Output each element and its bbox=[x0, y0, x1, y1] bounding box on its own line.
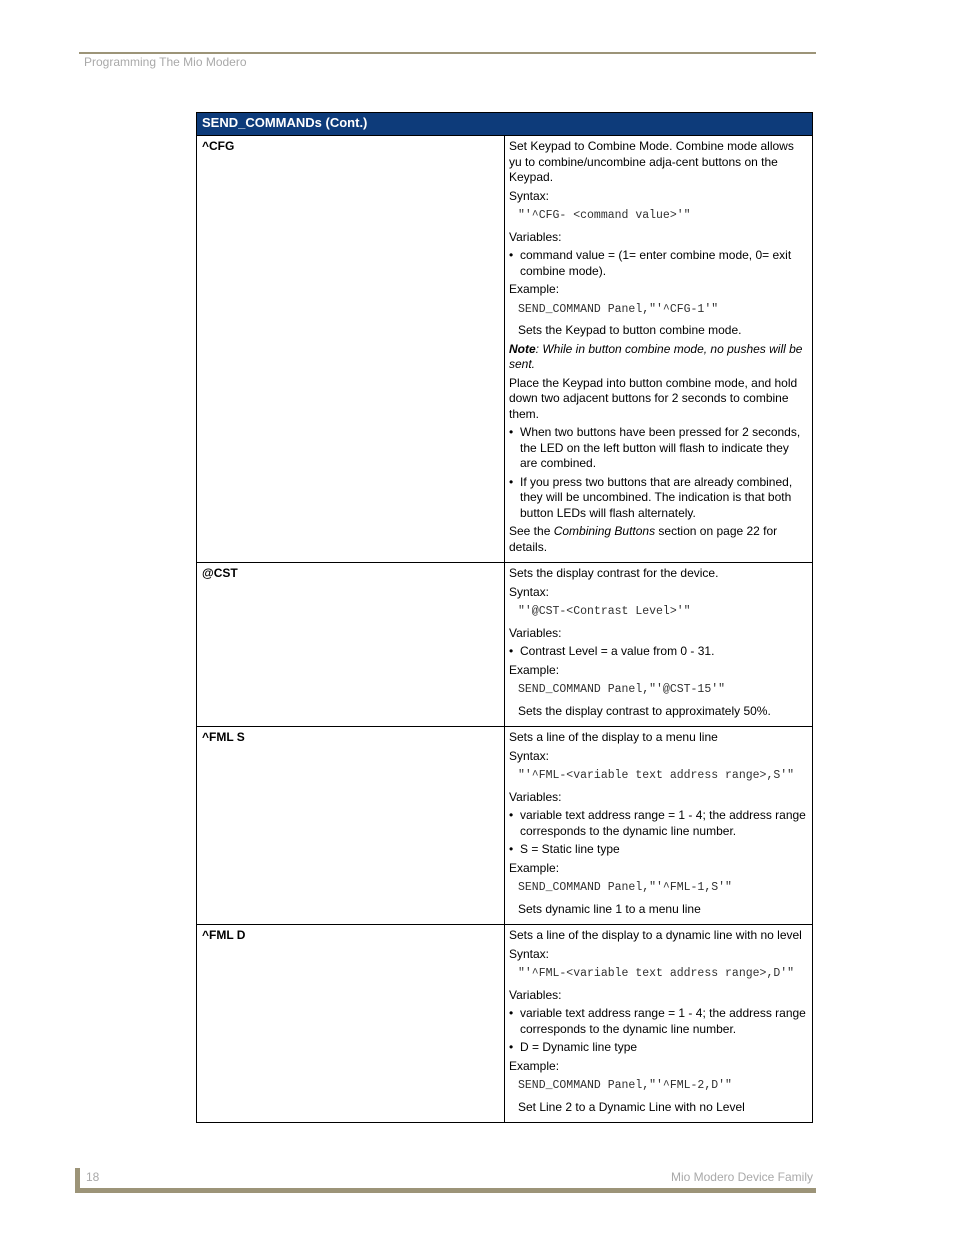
see-also-suffix: section on page 22 for details. bbox=[509, 524, 778, 554]
variable-item: • Contrast Level = a value from 0 - 31. bbox=[509, 644, 806, 660]
variable-item: • command value = (1= enter combine mode, 0= exit combine mode). bbox=[509, 248, 806, 279]
description-text: Sets a line of the display to a dynamic line with no level bbox=[509, 928, 802, 942]
table-row bbox=[197, 563, 813, 727]
example-description: Sets dynamic line 1 to a menu line bbox=[518, 901, 701, 916]
command-name: ^FML D bbox=[197, 925, 505, 1123]
instruction-paragraph: Place the Keypad into button combine mode, and hold down two adjacent buttons for 2 seconds to combine them. bbox=[509, 375, 798, 421]
see-also-prefix: See the bbox=[509, 524, 554, 538]
command-name: @CST bbox=[197, 563, 505, 727]
note-label: Note bbox=[509, 341, 536, 356]
example-label: Example: bbox=[509, 662, 560, 677]
variables-label: Variables: bbox=[509, 625, 562, 640]
example-code: SEND_COMMAND Panel,"'^FML-1,S'" bbox=[518, 881, 732, 894]
example-label: Example: bbox=[509, 860, 560, 875]
description-text: Sets the display contrast for the device. bbox=[509, 566, 719, 580]
table-row bbox=[197, 727, 813, 925]
table-title: SEND_COMMANDs (Cont.) bbox=[197, 113, 813, 136]
command-description bbox=[505, 563, 813, 727]
description-text: Set Keypad to Combine Mode. Combine mode allows yu to combine/uncombine adja-cent buttons on the Keypad. bbox=[509, 139, 794, 184]
syntax-label: Syntax: bbox=[509, 584, 550, 599]
example-label: Example: bbox=[509, 282, 560, 296]
table-title-row bbox=[197, 113, 813, 136]
note bbox=[509, 342, 806, 373]
instruction-bullet: • When two buttons have been pressed for 2 seconds, the LED on the left button will flash to indicate they are combined. bbox=[509, 425, 806, 472]
note-text: : While in button combine mode, no pushes will be sent. bbox=[509, 341, 803, 371]
send-commands-table bbox=[196, 112, 813, 1123]
instruction-bullet: • If you press two buttons that are already combined, they will be uncombined. The indication is that both button LEDs will flash alternately. bbox=[509, 475, 806, 522]
example-description: Sets the Keypad to button combine mode. bbox=[518, 323, 742, 337]
syntax-code: "'^FML-<variable text address range>,D'" bbox=[518, 967, 795, 980]
variable-item: • variable text address range = 1 - 4; the address range corresponds to the dynamic line number. bbox=[509, 808, 806, 839]
example-description: Sets the display contrast to approximately 50%. bbox=[518, 703, 771, 718]
syntax-label: Syntax: bbox=[509, 188, 550, 203]
header-rule bbox=[79, 52, 816, 54]
example-code: SEND_COMMAND Panel,"'^CFG-1'" bbox=[518, 302, 719, 316]
syntax-code: "'@CST-<Contrast Level>'" bbox=[518, 605, 691, 618]
table-row bbox=[197, 925, 813, 1123]
see-also-link-text: Combining Buttons bbox=[553, 524, 656, 538]
running-header: Programming The Mio Modero bbox=[84, 55, 247, 69]
command-description bbox=[505, 925, 813, 1123]
command-name: ^FML S bbox=[197, 727, 505, 925]
footer-rule bbox=[75, 1188, 816, 1193]
command-name: ^CFG bbox=[197, 136, 505, 563]
variables-label: Variables: bbox=[509, 789, 562, 804]
table-row bbox=[197, 136, 813, 563]
syntax-label: Syntax: bbox=[509, 748, 550, 763]
variables-label: Variables: bbox=[509, 987, 562, 1002]
description-text: Sets a line of the display to a menu line bbox=[509, 730, 718, 744]
see-also bbox=[509, 524, 806, 555]
syntax-code: "'^CFG- <command value>'" bbox=[518, 209, 691, 222]
syntax-label: Syntax: bbox=[509, 946, 550, 961]
example-label: Example: bbox=[509, 1058, 560, 1073]
syntax-code: "'^FML-<variable text address range>,S'" bbox=[518, 769, 795, 782]
footer-document-title: Mio Modero Device Family bbox=[670, 1170, 813, 1184]
example-code: SEND_COMMAND Panel,"'^FML-2,D'" bbox=[518, 1079, 732, 1092]
variable-item: • D = Dynamic line type bbox=[509, 1040, 806, 1056]
variable-item: • variable text address range = 1 - 4; the address range corresponds to the dynamic line number. bbox=[509, 1006, 806, 1037]
command-description bbox=[505, 727, 813, 925]
example-code: SEND_COMMAND Panel,"'@CST-15'" bbox=[518, 683, 726, 696]
example-description: Set Line 2 to a Dynamic Line with no Level bbox=[518, 1099, 745, 1114]
page-number: 18 bbox=[86, 1170, 100, 1184]
variable-item: • S = Static line type bbox=[509, 842, 806, 858]
command-description bbox=[505, 136, 813, 563]
variables-label: Variables: bbox=[509, 229, 562, 244]
